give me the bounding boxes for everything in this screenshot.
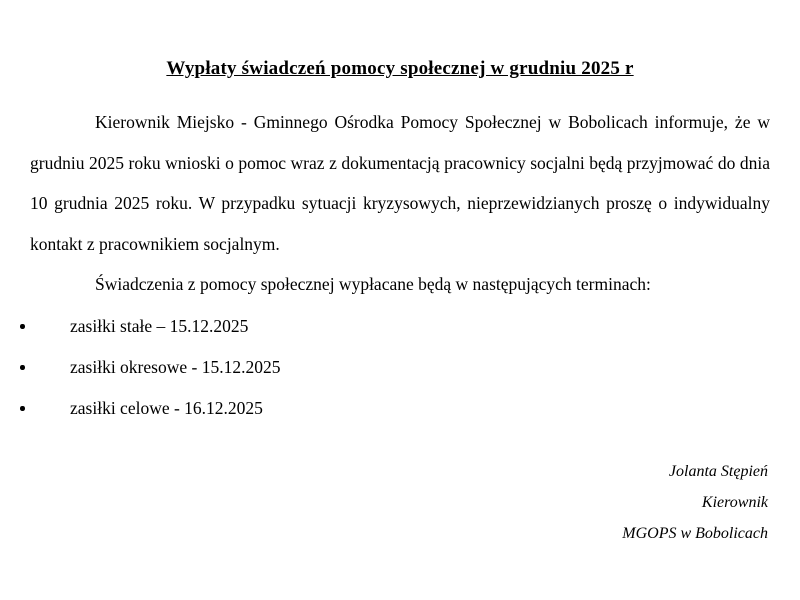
bullet-icon (20, 406, 25, 411)
list-item-label: zasiłki celowe - 16.12.2025 (70, 397, 263, 418)
list-item-zasilki-okresowe (20, 347, 770, 388)
list-item-label: zasiłki okresowe - 15.12.2025 (70, 356, 281, 377)
paragraph-schedule-intro: Świadczenia z pomocy społecznej wypłacane będą w następujących terminach: (95, 274, 651, 294)
payment-dates-list (0, 306, 770, 429)
signature-role: Kierownik (701, 493, 768, 511)
list-item-zasilki-celowe (20, 388, 770, 429)
signature-name: Jolanta Stępień (668, 462, 768, 480)
bullet-icon (20, 365, 25, 370)
paragraph-intro: Kierownik Miejsko - Gminnego Ośrodka Pomocy Społecznej w Bobolicach informuje, że w grudniu 2025 roku wnioski o pomoc wraz z dokumentacją pracownicy socjalni będą przyjmować do dnia 10 grudnia 2025 roku. W przypadku sytuacji kryzysowych, nieprzewidzianych proszę o indywidualny kontakt z pracownikiem socjalnym. (30, 112, 770, 254)
signature-block (0, 456, 768, 549)
bullet-icon (20, 324, 25, 329)
list-item-zasilki-stale (20, 306, 770, 347)
list-item-label: zasiłki stałe – 15.12.2025 (70, 315, 249, 336)
signature-organization: MGOPS w Bobolicach (622, 524, 768, 542)
document-title: Wypłaty świadczeń pomocy społecznej w grudniu 2025 r (166, 58, 634, 79)
